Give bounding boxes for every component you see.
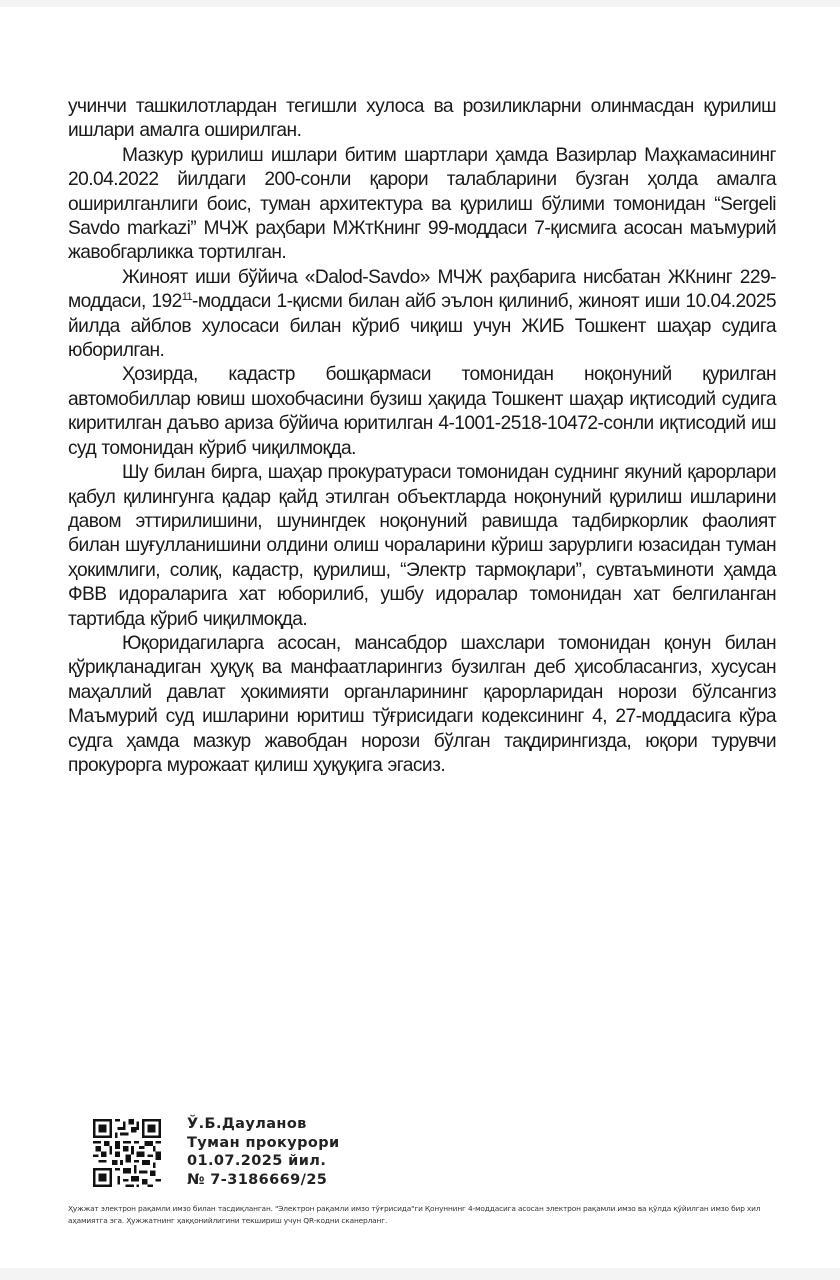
paragraph-3-part-2: -моддаси 1-қисми билан айб эълон қилиниб, жиноят иши 10.04.2025 йилда айблов хулосаси билан кўриб чиқиш учун ЖИБ Тошкент шаҳар судига юборилган. [68,291,776,362]
e-signature-footnote: Ҳужжат электрон рақамли имзо билан тасдиқланган. "Электрон рақамли имзо тўғрисида"ги Қонуннинг 4-моддасига асосан электрон рақамли имзо ва қўлда қўйилган имзо бир хил аҳамиятга эга. Ҳужжатнинг ҳаққонийлигини текшириш учун QR-кодни сканерланг. [68,1204,761,1225]
document-number: № 7-3186669/25 [187,1171,328,1188]
document-date: 01.07.2025 йил. [187,1153,327,1170]
paragraph-2: Мазкур қурилиш ишлари битим шартлари ҳамда Вазирлар Маҳкамасининг 20.04.2022 йилдаги 200-сонли қарори талабларини бузган ҳолда амалга оширилганлиги боис, туман архитектура ва қурилиш бўлими томонидан “Sergeli Savdo markazi” МЧЖ раҳбари МЖтКнинг 99-моддаси 7-қисмига асосан маъмурий жавобгарликка тортилган. [68,144,776,264]
signature-details [187,1115,340,1189]
paragraph-3 [68,266,776,364]
article-superscript: 11 [181,291,193,304]
paragraph-5: Шу билан бирга, шаҳар прокуратураси томонидан суднинг якуний қарорлари қабул қилингунга қадар қайд этилган объектларда ноқонуний қурилиш ишларини давом эттирилишини, шунингдек ноқонуний равишда тадбиркорлик фаолият билан шуғулланишини олдини олиш чораларини кўриш зарурлиги юзасидан туман ҳокимлиги, солиқ, кадастр, қурилиш, “Электр тармоқлари”, сувтаъминоти ҳамда ФВВ идораларига хат юборилиб, ушбу идоралар томонидан хат белгиланган тартибда кўриб чиқилмоқда. [68,462,776,630]
document-page [0,7,840,1268]
paragraph-6: Юқоридагиларга асосан, мансабдор шахслари томонидан қонун билан қўриқланадиган ҳуқуқ ва манфаатларингиз бузилган деб ҳисобласангиз, хусусан маҳаллий давлат ҳокимияти органларининг қарорларидан норози бўлсангиз Маъмурий суд ишларини юритиш тўғрисидаги кодексининг 4, 27-моддасига кўра судга ҳамда мазкур жавобдан норози бўлган тақдирингизда, юқори турувчи прокурорга мурожаат қилиш ҳуқуқига эгасиз. [68,632,776,776]
paragraph-4: Ҳозирда, кадастр бошқармаси томонидан ноқонуний қурилган автомобиллар ювиш шохобчасини бузиш ҳақида Тошкент шаҳар иқтисодий судига киритилган даъво ариза бўйича юритилган 4-1001-2518-10472-сонли иқтисодий иш суд томонидан кўриб чиқилмоқда. [68,364,776,459]
qr-code-icon[interactable] [93,1119,161,1187]
paragraph-3-part-1: Жиноят иши бўйича «Dalod-Savdo» МЧЖ раҳбарига нисбатан ЖКнинг 229-моддаси, 192 [68,266,776,313]
document-body [68,95,776,778]
signatory-position: Туман прокурори [187,1134,340,1151]
signatory-name: Ў.Б.Дауланов [187,1116,307,1132]
paragraph-1: учинчи ташкилотлардан тегишли хулоса ва розиликларни олинмасдан қурилиш ишлари амалга оширилган. [68,96,776,142]
